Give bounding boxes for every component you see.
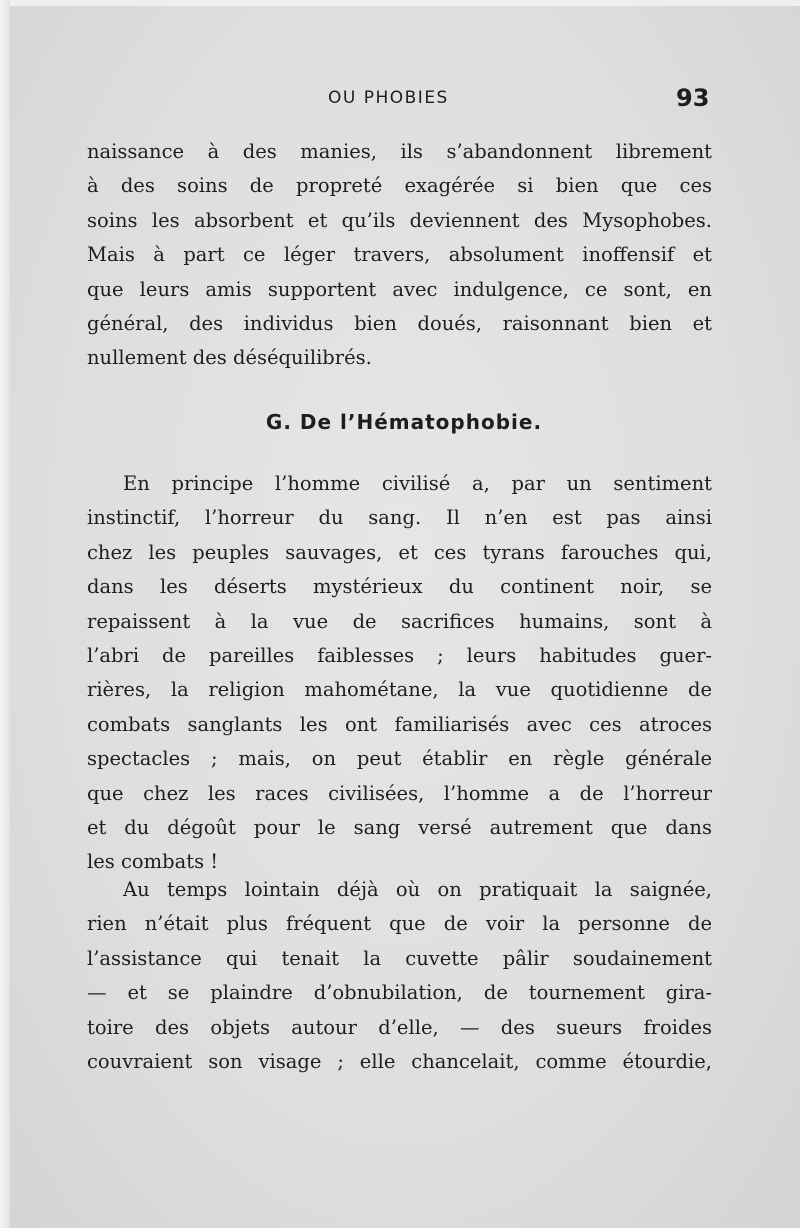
- text-line: l’abri de pareilles faiblesses ; leurs habitudes guer-: [87, 644, 712, 668]
- text-line: à des soins de propreté exagérée si bien que ces: [87, 174, 712, 198]
- text-line: Mais à part ce léger travers, absolument inoffensif et: [87, 243, 712, 267]
- text-line: que chez les races civilisées, l’homme a de l’horreur: [87, 781, 712, 805]
- text-line: Au temps lointain déjà où on pratiquait la saignée,: [123, 878, 712, 901]
- text-line: général, des individus bien doués, raisonnant bien et: [87, 312, 712, 336]
- text-line: toire des objets autour d’elle, — des sueurs froides: [87, 1015, 712, 1039]
- section-heading-text: G. De l’Hématophobie.: [265, 410, 543, 434]
- running-head: OU PHOBIES: [328, 88, 449, 108]
- text-line: rien n’était plus fréquent que de voir la personne de: [87, 912, 712, 936]
- page-left-edge: [0, 0, 10, 1228]
- text-line: dans les déserts mystérieux du continent noir, se: [87, 575, 712, 599]
- text-line: — et se plaindre d’obnubilation, de tournement gira-: [87, 981, 712, 1005]
- text-line: naissance à des manies, ils s’abandonnent librement: [87, 140, 712, 163]
- text-line: l’assistance qui tenait la cuvette pâlir soudainement: [87, 946, 712, 970]
- text-line: spectacles ; mais, on peut établir en règle générale: [87, 747, 712, 771]
- paragraph-1: [87, 135, 712, 376]
- page-number: 93: [676, 84, 710, 112]
- text-line: que leurs amis supportent avec indulgence, ce sont, en: [87, 277, 712, 301]
- text-line: nullement des déséquilibrés.: [87, 346, 372, 370]
- section-heading: [0, 410, 800, 434]
- text-line: En principe l’homme civilisé a, par un sentiment: [123, 472, 712, 495]
- text-line: repaissent à la vue de sacrifices humains, sont à: [87, 609, 712, 633]
- paragraph-3: [87, 873, 712, 1079]
- text-line: chez les peuples sauvages, et ces tyrans farouches qui,: [87, 540, 712, 564]
- paragraph-2: [87, 467, 712, 880]
- text-line: les combats !: [87, 850, 219, 874]
- page-top-edge: [0, 0, 800, 6]
- text-line: rières, la religion mahométane, la vue quotidienne de: [87, 678, 712, 702]
- text-line: instinctif, l’horreur du sang. Il n’en est pas ainsi: [87, 506, 712, 530]
- text-line: soins les absorbent et qu’ils deviennent des Mysophobes.: [87, 208, 712, 232]
- text-line: combats sanglants les ont familiarisés avec ces atroces: [87, 712, 712, 736]
- text-line: et du dégoût pour le sang versé autrement que dans: [87, 816, 712, 840]
- text-line: couvraient son visage ; elle chancelait, comme étourdie,: [87, 1050, 712, 1074]
